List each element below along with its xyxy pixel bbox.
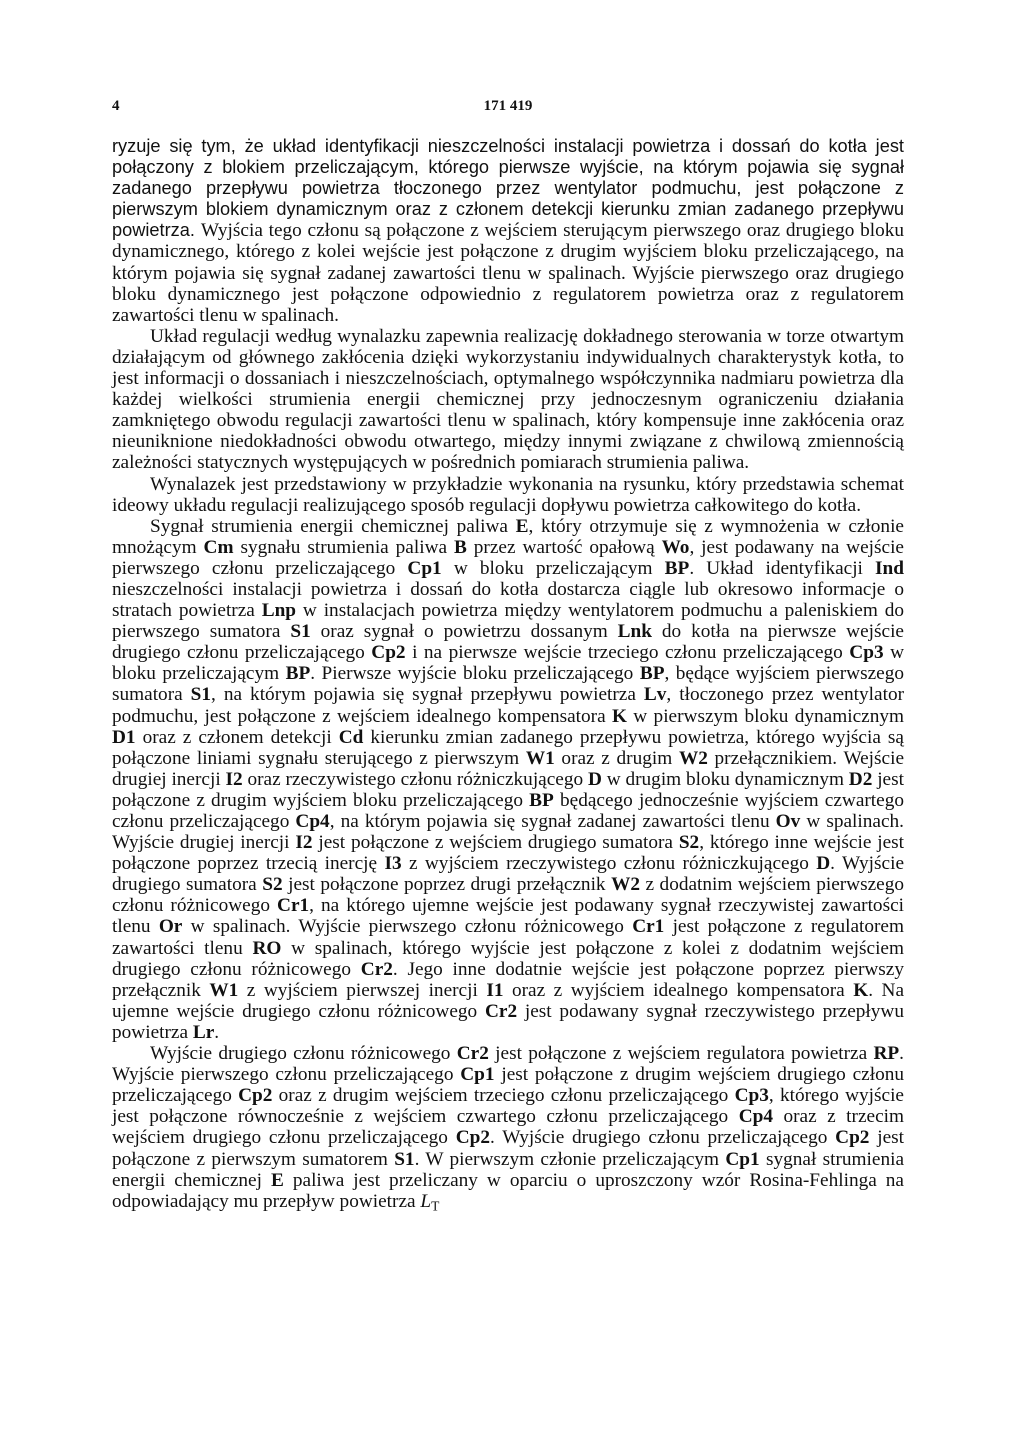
text-run: . Wyjście drugiego członu przeliczającego bbox=[490, 1127, 836, 1149]
symbol-label: BP bbox=[664, 557, 690, 579]
text-run: jest połączone z wejściem drugiego sumatora bbox=[312, 832, 679, 854]
symbol-label: D bbox=[587, 768, 602, 790]
text-run: oraz sygnał o powietrzu dossanym bbox=[310, 621, 618, 643]
text-run: w spalinach, którego wyjście jest połączone z kolei z dodatnim wejściem drugiego członu różnicowego bbox=[112, 937, 904, 980]
text-run: . bbox=[214, 1021, 220, 1043]
symbol-label: Cp1 bbox=[725, 1148, 760, 1170]
symbol-label: BP bbox=[639, 663, 665, 685]
symbol-label: BP bbox=[285, 663, 311, 685]
symbol-label: D bbox=[816, 853, 831, 875]
text-run: w spalinach. Wyjście pierwszego członu różnicowego bbox=[182, 916, 633, 938]
text-run: oraz z trzecim wejściem drugiego członu przeliczającego bbox=[112, 1106, 904, 1149]
symbol-label: Cp2 bbox=[238, 1085, 273, 1107]
symbol-label: Lnk bbox=[617, 621, 652, 643]
symbol-label: RP bbox=[873, 1043, 900, 1065]
paragraph bbox=[112, 474, 904, 516]
text-run: w pierwszym bloku dynamicznym bbox=[626, 705, 904, 727]
text-run: Wyjścia tego członu są połączone z wejściem sterującym pierwszego oraz drugiego bloku dynamicznego, którego z kolei wejście jest połączone z drugim wyjściem bloku przeliczającego, na którym pojawia się sygnał zadanej zawartości tlenu w spalinach. Wyjście pierwszego oraz drugiego bloku dynamicznego jest połączone odpowiednio z regulatorem powietrza oraz z regulatorem zawartości tlenu w spalinach. bbox=[112, 220, 904, 326]
text-run: przez wartość opałową bbox=[466, 536, 662, 558]
text-run: Wyjście drugiego członu różnicowego bbox=[150, 1043, 457, 1065]
symbol-label: D1 bbox=[112, 726, 136, 748]
text-run: L bbox=[420, 1190, 432, 1212]
text-run: jest połączone z pierwszym sumatorem bbox=[112, 1127, 904, 1170]
symbol-label: Cr2 bbox=[456, 1043, 489, 1065]
text-run: . Układ identyfikacji bbox=[689, 557, 876, 579]
symbol-label: Ind bbox=[875, 557, 904, 579]
text-run: jest połączone z wejściem regulatora powietrza bbox=[488, 1043, 874, 1065]
text-run: oraz z wyjściem idealnego kompensatora bbox=[503, 979, 854, 1001]
body-text bbox=[112, 136, 904, 1212]
symbol-label: E bbox=[515, 515, 529, 537]
text-run: oraz z drugim wejściem trzeciego członu przeliczającego bbox=[272, 1085, 735, 1107]
symbol-label: W1 bbox=[209, 979, 239, 1001]
symbol-label: S1 bbox=[290, 621, 311, 643]
symbol-label: S1 bbox=[190, 684, 212, 706]
text-run: . Wyjście drugiego sumatora bbox=[112, 853, 905, 896]
symbol-label: I2 bbox=[225, 768, 243, 790]
symbol-label: K bbox=[611, 705, 627, 727]
symbol-label: Cp2 bbox=[455, 1127, 490, 1149]
symbol-label: Cp4 bbox=[295, 811, 330, 832]
text-run: kierunku zmian zadanego przepływu powietrza, którego wyjścia są połączone liniami sygnału sterującego z pierwszym bbox=[112, 726, 904, 769]
paragraph bbox=[112, 326, 904, 474]
symbol-label: Lnp bbox=[261, 600, 297, 622]
paragraph bbox=[112, 136, 904, 326]
text-run: . Wyjście pierwszego członu przeliczającego bbox=[112, 1043, 904, 1086]
text-run: , będące wyjściem pierwszego sumatora bbox=[112, 663, 904, 706]
symbol-label: Cp2 bbox=[371, 642, 406, 664]
symbol-label: Lv bbox=[643, 684, 667, 706]
symbol-label: Cr2 bbox=[360, 958, 393, 980]
text-run: , na którego ujemne wejście jest podawany sygnał rzeczywistej zawartości tlenu bbox=[112, 895, 904, 938]
symbol-label: S2 bbox=[262, 874, 283, 896]
text-run: ryzuje się tym, że układ identyfikacji nieszczelności instalacji powietrza i dossań do kotła jest połączony z blokiem przeliczającym, którego pierwsze wyjście, na którym pojawia się sygnał zadanego przepływu powietrza tłoczonego przez wentylator podmuchu, jest połączone z pierwszym blokiem dynamicznym oraz z członem detekcji kierunku zmian zadanego przepływu powietrza. bbox=[112, 136, 904, 241]
symbol-label: Cp1 bbox=[460, 1064, 495, 1086]
symbol-label: W1 bbox=[525, 747, 555, 769]
text-run: oraz z drugim bbox=[554, 747, 679, 769]
text-run: w instalacjach powietrza między wentylatorem podmuchu a paleniskiem do pierwszego sumatora bbox=[112, 600, 904, 643]
text-run: . Pierwsze wyjście bloku przeliczającego bbox=[310, 663, 640, 685]
text-run: . Jego inne dodatnie wejście jest połączone poprzez pierwszy przełącznik bbox=[112, 958, 904, 1001]
symbol-label: Ov bbox=[775, 811, 801, 832]
text-run: oraz z członem detekcji bbox=[135, 726, 339, 748]
text-run: sygnału strumienia paliwa bbox=[233, 536, 454, 558]
text-run: nieszczelności instalacji powietrza i dossań do kotła dostarcza ciągle lub okresowo informacje o stratach powietrza bbox=[112, 578, 904, 622]
symbol-label: W2 bbox=[678, 747, 708, 769]
symbol-label: E bbox=[270, 1169, 284, 1191]
text-run: , którego inne wejście jest połączone poprzez trzecią inercję bbox=[112, 832, 904, 875]
text-run: . W pierwszym członie przeliczającym bbox=[414, 1148, 726, 1170]
text-run: jest podawany sygnał rzeczywistego przepływu powietrza bbox=[112, 1000, 904, 1043]
text-run: , tłoczonego przez wentylator podmuchu, jest połączone z wejściem idealnego kompensatora bbox=[112, 684, 905, 727]
symbol-label: Cp4 bbox=[738, 1106, 773, 1128]
text-run: oraz rzeczywistego członu różniczkującego bbox=[242, 768, 588, 790]
text-run: do kotła na pierwsze wejście drugiego członu przeliczającego bbox=[112, 621, 904, 664]
text-run: jest połączone z drugim wyjściem bloku przeliczającego bbox=[112, 768, 904, 811]
text-run: , jest podawany na wejście pierwszego członu przeliczającego bbox=[112, 536, 904, 579]
text-run: , na którym pojawia się sygnał zadanej zawartości tlenu bbox=[329, 811, 776, 832]
patent-number: 171 419 bbox=[483, 98, 533, 114]
text-run: , który otrzymuje się z wymnożenia w członie mnożącym bbox=[112, 515, 904, 558]
symbol-label: Cm bbox=[203, 536, 234, 558]
text-run: w bloku przeliczającym bbox=[112, 642, 905, 685]
text-run: z dodatnim wejściem pierwszego członu różnicowego bbox=[112, 874, 904, 917]
text-run: i na pierwsze wejście trzeciego członu przeliczającego bbox=[405, 642, 850, 664]
text-run: z wyjściem rzeczywistego członu różniczkującego bbox=[401, 853, 817, 875]
symbol-label: K bbox=[853, 979, 869, 1001]
text-run: Wynalazek jest przedstawiony w przykładzie wykonania na rysunku, który przedstawia schemat ideowy układu regulacji realizującego sposób regulacji dopływu powietrza całkowitego do kotła. bbox=[112, 473, 904, 516]
text-run: T bbox=[431, 1198, 440, 1214]
text-run: Sygnał strumienia energii chemicznej paliwa bbox=[150, 515, 516, 537]
symbol-label: Cr1 bbox=[277, 895, 310, 917]
page-header bbox=[112, 98, 904, 122]
symbol-label: S2 bbox=[678, 832, 700, 854]
symbol-label: B bbox=[453, 536, 467, 558]
text-run: , na którym pojawia się sygnał przepływu powietrza bbox=[211, 684, 644, 706]
symbol-label: Wo bbox=[661, 536, 690, 558]
text-run: z wyjściem pierwszej inercji bbox=[238, 979, 487, 1001]
text-run: . Na ujemne wejście drugiego członu różnicowego bbox=[112, 979, 905, 1022]
text-run: jest połączone z drugim wejściem drugiego członu przeliczającego bbox=[112, 1064, 904, 1107]
page-number: 4 bbox=[112, 98, 120, 114]
paragraph bbox=[112, 516, 904, 1043]
paragraph bbox=[112, 1043, 904, 1212]
text-run: Układ regulacji według wynalazku zapewnia realizację dokładnego sterowania w torze otwartym działającym od głównego zakłócenia dzięki wykorzystaniu indywidualnych charakterystyk kotła, to jest informacji o dossaniach i nieszczelnościach, optymalnego współczynnika nadmiaru powietrza dla każdej wielkości strumienia energii chemicznej przy jednoczesnym ograniczeniu działania zamkniętego obwodu regulacji zawartości tlenu w spalinach, który kompensuje inne zakłócenia oraz nieuniknione niedokładności obwodu otwartego, między innymi związane z chwilową zmiennością zależności statycznych występujących w pośrednich pomiarach strumienia paliwa. bbox=[112, 325, 904, 474]
text-run: paliwa jest przeliczany w oparciu o uproszczony wzór Rosina-Fehlinga na odpowiadający mu przepływ powietrza bbox=[112, 1169, 904, 1212]
symbol-label: Lr bbox=[192, 1021, 215, 1043]
symbol-label: RO bbox=[252, 937, 282, 959]
symbol-label: W2 bbox=[611, 874, 640, 896]
text-run: w bloku przeliczającym bbox=[441, 557, 665, 579]
text-run: przełącznikiem. Wejście drugiej inercji bbox=[112, 747, 905, 790]
text-run: jest połączone poprzez drugi przełącznik bbox=[282, 874, 612, 896]
symbol-label: D2 bbox=[848, 768, 873, 790]
text-run: , którego wyjście jest połączone równocześnie z wejściem czwartego członu przeliczającego bbox=[112, 1085, 904, 1128]
symbol-label: I2 bbox=[295, 832, 313, 854]
symbol-label: I3 bbox=[384, 853, 402, 875]
symbol-label: S1 bbox=[394, 1148, 415, 1170]
text-run: będącego jednocześnie wyjściem czwartego członu przeliczającego bbox=[112, 789, 904, 832]
symbol-label: Cp3 bbox=[734, 1085, 769, 1107]
symbol-label: Cr2 bbox=[484, 1000, 518, 1022]
symbol-label: Cp3 bbox=[849, 642, 884, 664]
symbol-label: BP bbox=[529, 789, 554, 811]
symbol-label: Cp2 bbox=[835, 1127, 870, 1149]
symbol-label: Cr1 bbox=[632, 916, 665, 938]
text-run: w spalinach. Wyjście drugiej inercji bbox=[112, 811, 904, 854]
symbol-label: Cp1 bbox=[407, 557, 442, 579]
symbol-label: Cd bbox=[338, 726, 364, 748]
text-run: w drugim bloku dynamicznym bbox=[601, 768, 849, 790]
symbol-label: Or bbox=[158, 916, 183, 938]
text-run: jest połączone z regulatorem zawartości tlenu bbox=[112, 916, 904, 959]
text-run: sygnał strumienia energii chemicznej bbox=[112, 1148, 905, 1191]
symbol-label: I1 bbox=[486, 979, 504, 1001]
